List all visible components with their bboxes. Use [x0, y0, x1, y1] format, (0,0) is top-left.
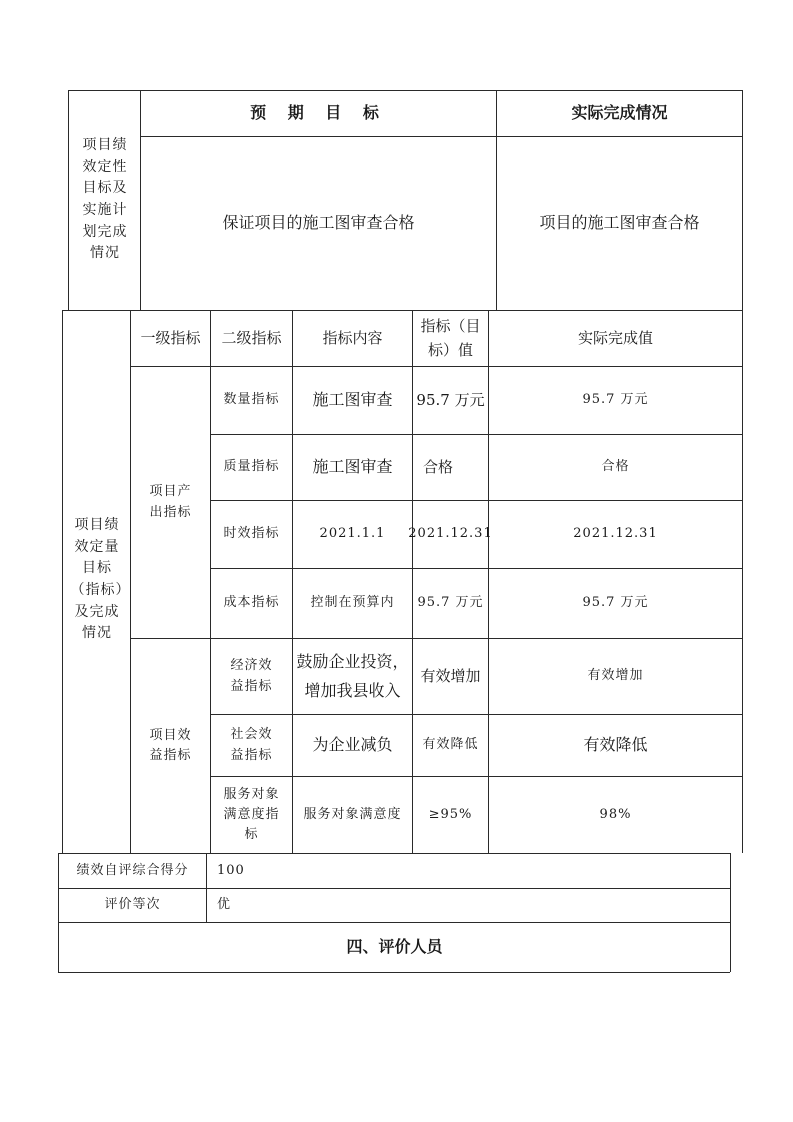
target-text: ≥95% [428, 806, 473, 822]
target-cell [413, 367, 488, 434]
content-text: 服务对象满意度 [303, 806, 402, 822]
content-cell [293, 501, 412, 568]
actual-completion-value: 项目的施工图审查合格 [539, 213, 700, 233]
actual-text: 2021.12.31 [573, 526, 658, 542]
level2-text: 成本指标 [223, 595, 280, 611]
actual-cell [489, 367, 742, 434]
level2-cell [211, 367, 292, 434]
grade-label-text: 评价等次 [104, 897, 161, 913]
target-cell [408, 501, 493, 568]
content-text: 施工图审查 [312, 390, 393, 410]
col-header-level2-text: 二级指标 [221, 328, 282, 347]
target-text: 合格 [423, 457, 454, 476]
col-header-actual [489, 311, 742, 366]
header-expected-goal [141, 91, 496, 136]
target-cell [413, 715, 488, 776]
target-cell [413, 435, 488, 500]
content-cell [293, 639, 412, 714]
level2-text: 数量指标 [223, 392, 280, 408]
actual-text: 有效增加 [587, 668, 644, 684]
table-line [68, 90, 69, 310]
expected-goal-text [141, 137, 496, 310]
col-header-level1-text: 一级指标 [140, 328, 201, 347]
score-value [207, 854, 730, 888]
actual-text: 98% [599, 806, 632, 822]
section-four-title-text: 四、评价人员 [346, 937, 443, 957]
target-text: 95.7 万元 [417, 595, 484, 611]
actual-text: 合格 [601, 459, 630, 475]
target-text: 有效降低 [422, 737, 479, 753]
actual-cell [489, 639, 742, 714]
content-cell [293, 367, 412, 434]
actual-completion-text [497, 137, 742, 310]
content-text: 2021.1.1 [319, 526, 386, 542]
content-text: 鼓励企业投资，增加我县收入 [296, 651, 409, 700]
level2-text: 质量指标 [223, 459, 280, 475]
content-text: 控制在预算内 [310, 595, 395, 611]
content-cell [293, 435, 412, 500]
header-actual-completion-text: 实际完成情况 [571, 103, 668, 123]
level1-output-indicators [131, 367, 210, 638]
col-header-target [413, 311, 488, 366]
goals-row-label [72, 100, 138, 300]
header-actual-completion [497, 91, 742, 136]
actual-cell [489, 569, 742, 638]
grade-value [207, 889, 730, 922]
content-cell [293, 715, 412, 776]
level2-cell [211, 777, 292, 853]
col-header-actual-text: 实际完成值 [577, 328, 653, 347]
level1-benefit-indicators [131, 639, 210, 853]
actual-text: 有效降低 [583, 735, 648, 755]
indicators-row-label [66, 470, 128, 690]
col-header-level1 [131, 311, 210, 366]
content-text: 施工图审查 [312, 457, 393, 477]
content-text: 为企业减负 [312, 735, 393, 755]
header-expected-goal-text: 预 期 目 标 [250, 103, 387, 123]
actual-cell [489, 777, 742, 853]
goals-row-label-text: 项目绩效定性目标及实施计划完成情况 [82, 136, 128, 262]
level2-cell [211, 501, 292, 568]
level1-output-indicators-text: 项目产出指标 [149, 484, 192, 520]
score-value-text: 100 [217, 862, 245, 878]
actual-text: 95.7 万元 [582, 595, 649, 611]
col-header-level2 [211, 311, 292, 366]
level2-cell [211, 435, 292, 500]
content-cell [293, 569, 412, 638]
table-line [58, 972, 730, 973]
target-text: 有效增加 [420, 666, 481, 685]
actual-cell [489, 501, 742, 568]
score-label-text: 绩效自评综合得分 [76, 862, 189, 878]
actual-cell [489, 435, 742, 500]
target-cell [413, 569, 488, 638]
col-header-target-text: 指标（目标）值 [420, 317, 481, 359]
actual-cell [489, 715, 742, 776]
level2-text: 经济效益指标 [230, 658, 273, 694]
content-cell [293, 777, 412, 853]
grade-value-text: 优 [217, 897, 232, 913]
level2-cell [211, 715, 292, 776]
target-text: 2021.12.31 [408, 526, 493, 542]
indicators-row-label-text: 项目绩效定量目标（指标）及完成情况 [70, 516, 124, 642]
table-line [62, 310, 63, 853]
grade-label [59, 889, 206, 922]
target-cell [413, 777, 488, 853]
level1-benefit-indicators-text: 项目效益指标 [149, 727, 192, 763]
level2-cell [211, 569, 292, 638]
score-label [59, 854, 206, 888]
target-cell [413, 639, 488, 714]
level2-text: 时效指标 [223, 526, 280, 542]
level2-text: 社会效益指标 [230, 727, 273, 763]
section-four-title [59, 923, 730, 972]
col-header-content-text: 指标内容 [322, 328, 383, 347]
expected-goal-value: 保证项目的施工图审查合格 [222, 213, 415, 233]
actual-text: 95.7 万元 [582, 392, 649, 408]
level2-text: 服务对象满意度指标 [223, 786, 280, 843]
table-line [730, 853, 731, 972]
level2-cell [211, 639, 292, 714]
target-text: 95.7 万元 [416, 390, 485, 409]
col-header-content [293, 311, 412, 366]
table-line [742, 90, 743, 853]
